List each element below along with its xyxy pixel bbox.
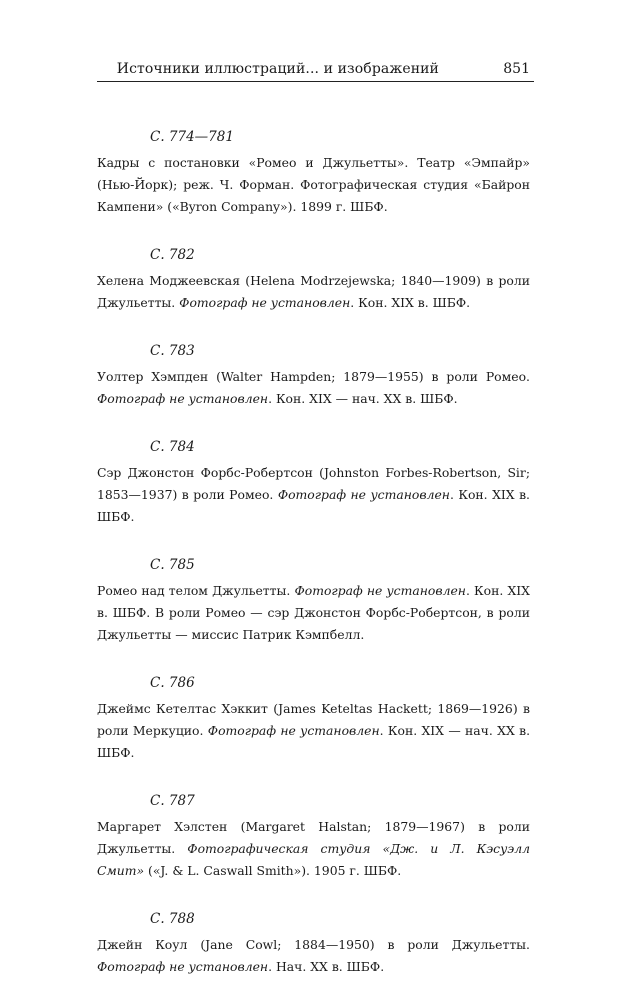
entry-heading: С. 783 xyxy=(150,343,195,359)
entry-heading: С. 787 xyxy=(150,793,195,809)
running-header-title: Источники иллюстраций... и изображений xyxy=(116,61,439,77)
entry-784 xyxy=(97,436,530,528)
entry-text xyxy=(97,934,530,978)
running-header xyxy=(97,59,534,82)
entry-text-part: . Кон. XIX в. ШБФ. xyxy=(350,295,471,310)
entry-text xyxy=(97,270,530,314)
entry-text-part: Джеймс Кетелтас Хэккит (James Keteltas Hackett; 1869—1926) в роли Меркуцио. xyxy=(97,701,530,738)
entry-788 xyxy=(97,908,530,978)
entry-text xyxy=(97,698,530,764)
entry-783 xyxy=(97,340,530,410)
entry-text-part: («J. & L. Caswall Smith»). 1905 г. ШБФ. xyxy=(144,863,402,878)
entry-text-italic: Фотограф не установлен xyxy=(179,295,351,310)
page-number: 851 xyxy=(503,61,530,77)
entry-text-part: Уолтер Хэмпден (Walter Hampden; 1879—1955) в роли Ромео. xyxy=(97,369,530,384)
entry-text-italic: Фотографическая студия «Дж. и Л. Кэсуэлл Смит» xyxy=(97,841,530,878)
entry-text xyxy=(97,152,530,218)
entry-text-part: . Кон. XIX — нач. XX в. ШБФ. xyxy=(97,723,531,760)
entry-text xyxy=(97,816,530,882)
page-body xyxy=(97,126,530,1004)
entry-text-italic: Фотограф не установлен xyxy=(294,583,466,598)
entry-heading: С. 785 xyxy=(150,557,195,573)
entry-text xyxy=(97,366,530,410)
entry-heading: С. 782 xyxy=(150,247,195,263)
entry-text xyxy=(97,462,530,528)
entry-text-part: Маргарет Хэлстен (Margaret Halstan; 1879—1967) в роли Джульетты. xyxy=(97,819,530,856)
entry-text-italic: Фотограф не установлен xyxy=(97,959,269,974)
entry-text-part: Кадры с постановки «Ромео и Джульетты». Театр «Эмпайр» (Нью-Йорк); реж. Ч. Форман. Фотографическая студия «Байрон Кампени» («Byron Company»). 1899 г. ШБФ. xyxy=(97,155,530,214)
entry-text xyxy=(97,580,530,646)
entry-heading: С. 774—781 xyxy=(150,129,234,145)
entry-text-italic: Фотограф не установлен xyxy=(277,487,450,502)
entry-787 xyxy=(97,790,530,882)
entry-heading: С. 788 xyxy=(150,911,195,927)
entry-774-781 xyxy=(97,126,530,218)
entry-786 xyxy=(97,672,530,764)
entry-text-part: . Кон. XIX — нач. XX в. ШБФ. xyxy=(268,391,458,406)
entry-text-part: Хелена Моджеевская (Helena Modrzejewska; 1840—1909) в роли Джульетты. xyxy=(97,273,530,310)
entry-text-part: Сэр Джонстон Форбс-Робертсон (Johnston Forbes-Robertson, Sir; 1853—1937) в роли Ромео. xyxy=(97,465,530,502)
entry-782 xyxy=(97,244,530,314)
entry-text-part: . Кон. XIX в. ШБФ. xyxy=(97,487,530,524)
entry-text-part: . Кон. XIX в. ШБФ. В роли Ромео — сэр Джонстон Форбс-Робертсон, в роли Джульетты — миссис Патрик Кэмпбелл. xyxy=(97,583,530,642)
entry-785 xyxy=(97,554,530,646)
entry-text-part: . Нач. XX в. ШБФ. xyxy=(268,959,385,974)
entry-text-part: Джейн Коул (Jane Cowl; 1884—1950) в роли Джульетты. xyxy=(97,937,530,952)
entry-heading: С. 786 xyxy=(150,675,195,691)
entry-text-part: Ромео над телом Джульетты. xyxy=(97,583,295,598)
entry-text-italic: Фотограф не установлен xyxy=(97,391,269,406)
entry-text-italic: Фотограф не установлен xyxy=(207,723,380,738)
entry-heading: С. 784 xyxy=(150,439,195,455)
